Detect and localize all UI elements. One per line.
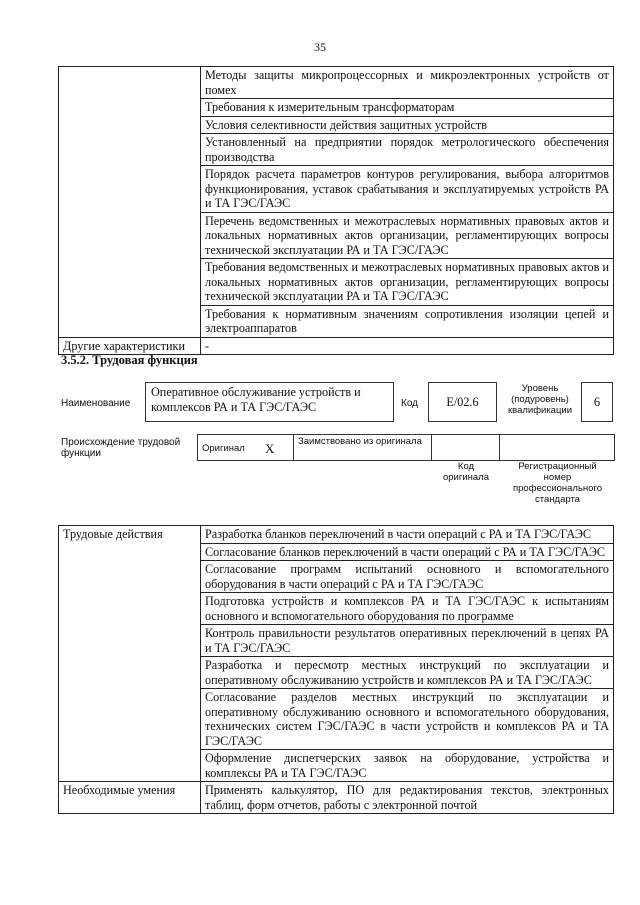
level-box: [581, 382, 613, 422]
origin-label: Происхождение трудовой функции: [61, 437, 181, 459]
original-mark: X: [265, 441, 275, 456]
origin-divider: [293, 434, 294, 461]
row-text: Требования к нормативным значениям сопротивления изоляции цепей и электроаппаратов: [201, 305, 614, 337]
reg-caption: Регистрационный номер профессионального стандарта: [513, 461, 602, 505]
row-text: Согласование бланков переключений в части операций с РА и ТА ГЭС/ГАЭС: [201, 543, 614, 561]
name-label: Наименование: [61, 398, 131, 409]
origin-divider: [499, 434, 500, 461]
table-row: [59, 337, 614, 355]
row-text: Подготовка устройств и комплексов РА и ТА ГЭС/ГАЭС к испытаниям основного и вспомогательного оборудования по программе: [201, 593, 614, 625]
table-row: [59, 67, 614, 99]
section-title: 3.5.2. Трудовая функция: [61, 353, 198, 367]
function-name-box: [145, 382, 394, 422]
row-label: Трудовые действия: [59, 526, 201, 782]
row-text: Разработка и пересмотр местных инструкций по эксплуатации и оперативному обслуживанию устройств и комплексов РА и ТА ГЭС/ГАЭС: [201, 657, 614, 689]
table-row: [59, 782, 614, 814]
original-label: Оригинал: [202, 443, 245, 454]
actions-table: [58, 525, 614, 814]
row-text: Контроль правильности результатов оперативных переключений в цепях РА и ТА ГЭС/ГАЭС: [201, 625, 614, 657]
row-text: Разработка бланков переключений в части операций с РА и ТА ГЭС/ГАЭС: [201, 526, 614, 544]
page-number: 35: [314, 40, 326, 54]
row-text: Порядок расчета параметров контуров регулирования, выбора алгоритмов функционирования, уставок срабатывания и эксплуатируемых устройств РА и ТА ГЭС/ГАЭС: [201, 166, 614, 213]
row-text: Применять калькулятор, ПО для редактирования текстов, электронных таблиц, форм отчетов, работы с электронной почтой: [201, 782, 614, 814]
table-row: [59, 526, 614, 544]
level-value: 6: [593, 395, 601, 409]
knowledge-table: [58, 66, 614, 355]
row-text: Условия селективности действия защитных устройств: [201, 116, 614, 134]
origin-divider: [431, 434, 432, 461]
level-label: Уровень (подуровень) квалификации: [507, 383, 573, 416]
row-text: Согласование программ испытаний основного и вспомогательного оборудования в части операций с РА и ТА ГЭС/ГАЭС: [201, 561, 614, 593]
row-label: Другие характеристики: [59, 337, 201, 355]
code-caption: Код оригинала: [442, 461, 489, 483]
borrowed-label: Заимствовано из оригинала: [298, 436, 422, 447]
row-text: Установленный на предприятии порядок метрологического обеспечения производства: [201, 134, 614, 166]
row-text: Требования к измерительным трансформаторам: [201, 99, 614, 117]
row-label: Необходимые умения: [59, 782, 201, 814]
row-text: Методы защиты микропроцессорных и микроэлектронных устройств от помех: [201, 67, 614, 99]
row-text: Перечень ведомственных и межотраслевых нормативных правовых актов и локальных нормативных актов организации, регламентирующих вопросы технической эксплуатации РА и ТА ГЭС/ГАЭС: [201, 212, 614, 259]
code-label: Код: [401, 398, 419, 409]
row-text: Требования ведомственных и межотраслевых нормативных правовых актов и локальных нормативных актов организации, регламентирующих вопросы технической эксплуатации РА и ТА ГЭС/ГАЭС: [201, 259, 614, 306]
row-text: -: [201, 337, 614, 355]
row-text: Оформление диспетчерских заявок на оборудование, устройства и комплексы РА и ТА ГЭС/ГАЭС: [201, 750, 614, 782]
code-box: [428, 382, 497, 422]
row-label: [59, 67, 201, 338]
row-text: Согласование разделов местных инструкций по эксплуатации и оперативному обслуживанию основного и вспомогательного оборудования, технических систем ГЭС/ГАЭС в части устройств и комплексов РА и ТА ГЭС/ГАЭС: [201, 689, 614, 750]
function-name: Оперативное обслуживание устройств и комплексов РА и ТА ГЭС/ГАЭС: [151, 385, 361, 414]
code-value: E/02.6: [446, 395, 479, 409]
